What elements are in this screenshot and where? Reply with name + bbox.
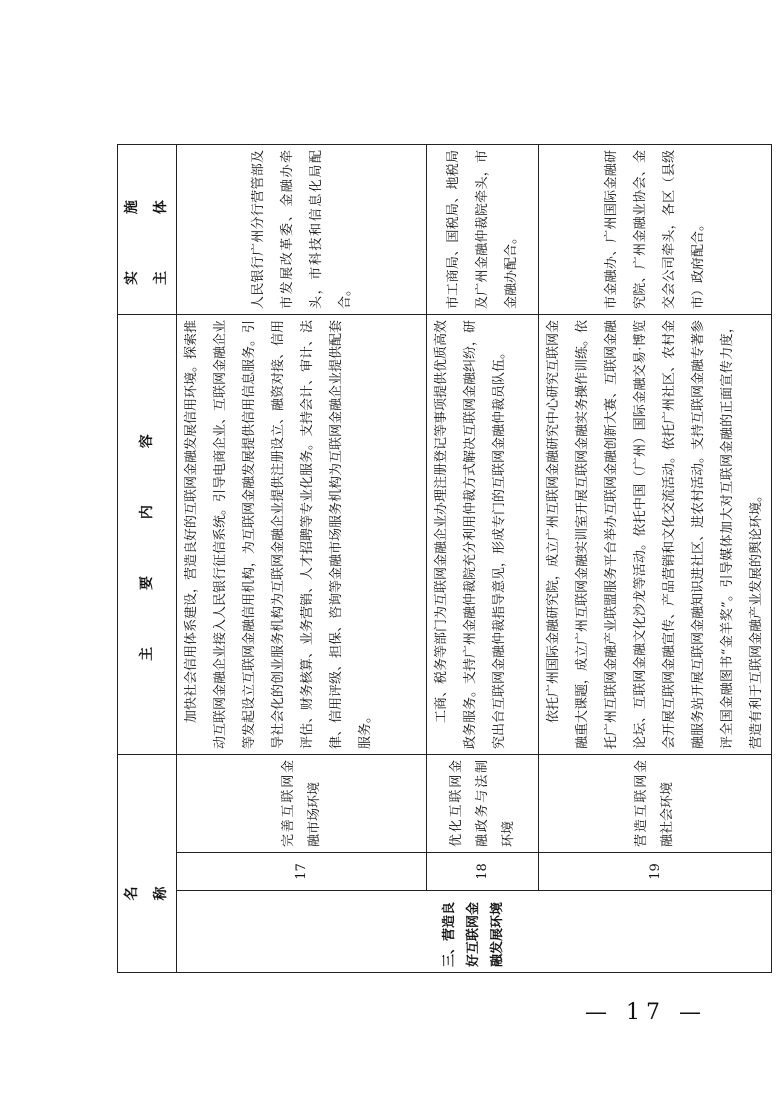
row-title: 优化互联网金融政务与法制环境 <box>427 755 539 853</box>
row-subject: 市金融办、广州国际金融研究院、广州金融业协会、金交会公司牵头，各区（县级市）政府配合。 <box>539 145 772 315</box>
row-title: 完善互联网金融市场环境 <box>177 755 427 853</box>
table-row-17 <box>177 145 427 973</box>
row-content <box>427 315 539 755</box>
row-number: 17 <box>177 853 427 891</box>
header-subject: 实 施 主 体 <box>118 145 177 315</box>
row-subject: 市工商局、国税局、地税局及广州金融仲裁院牵头，市金融办配合。 <box>427 145 539 315</box>
row-content <box>177 315 427 755</box>
table-row-18 <box>427 145 539 973</box>
row-title: 营造互联网金融社会环境 <box>539 755 772 853</box>
category-cell: 三、营造良好互联网金融发展环境 <box>177 891 772 973</box>
table-header-row <box>118 145 177 973</box>
implementation-table <box>117 144 772 973</box>
header-content: 主 要 内 容 <box>118 315 177 755</box>
page-number: — 17 — <box>585 1000 707 1025</box>
row-subject: 人民银行广州分行营管部及市发展改革委、金融办牵头，市科技和信息化局配合。 <box>177 145 427 315</box>
row-content <box>539 315 772 755</box>
row-content-text: 工商、税务等部门为互联网金融企业办理注册登记等事项提供优质高效政务服务。支持广州金融仲裁院充分利用仲裁方式解决互联网金融纠纷，研究出台互联网金融仲裁指导意见，形成专门的互联网金融仲裁员队伍。 <box>434 319 507 749</box>
row-number: 18 <box>427 853 539 891</box>
row-content-text: 加快社会信用体系建设，营造良好的互联网金融发展信用环境。探索推动互联网金融企业接入人民银行征信系统。引导电商企业、互联网金融企业等发起设立互联网金融信用机构，为互联网金融发展提供信用信息服务。引导社会化的创业服务机构为互联网金融企业提供注册设立、融资对接、信用评估、财务核算、业务营销、人才招聘等专业化服务。支持会计、审计、法律、信用评级、担保、咨询等金融市场服务机构为互联网金融企业提供配套服务。 <box>184 319 373 749</box>
row-number: 19 <box>539 853 772 891</box>
header-name: 名 称 <box>118 755 177 973</box>
rotated-table-frame <box>117 145 764 973</box>
table-row-19 <box>539 145 772 973</box>
row-content-text: 依托广州国际金融研究院，成立广州互联网金融研究中心研究互联网金融重大课题，成立广州互联网金融实训室开展互联网金融实务操作训练。依托广州互联网金融产业联盟服务平台举办互联网金融创新大赛、互联网金融论坛、互联网金融文化沙龙等活动。依托中国（广州）国际金融交易·博览会开展互联网金融宣传、产品营销和文化交流活动。依托广州社区、农村金融服务站开展互联网金融知识进社区、进农村活动。支持互联网金融专著参评全国金融图书“金羊奖”。引导媒体加大对互联网金融的正面宣传力度，营造有利于互联网金融产业发展的舆论环境。 <box>546 319 764 749</box>
